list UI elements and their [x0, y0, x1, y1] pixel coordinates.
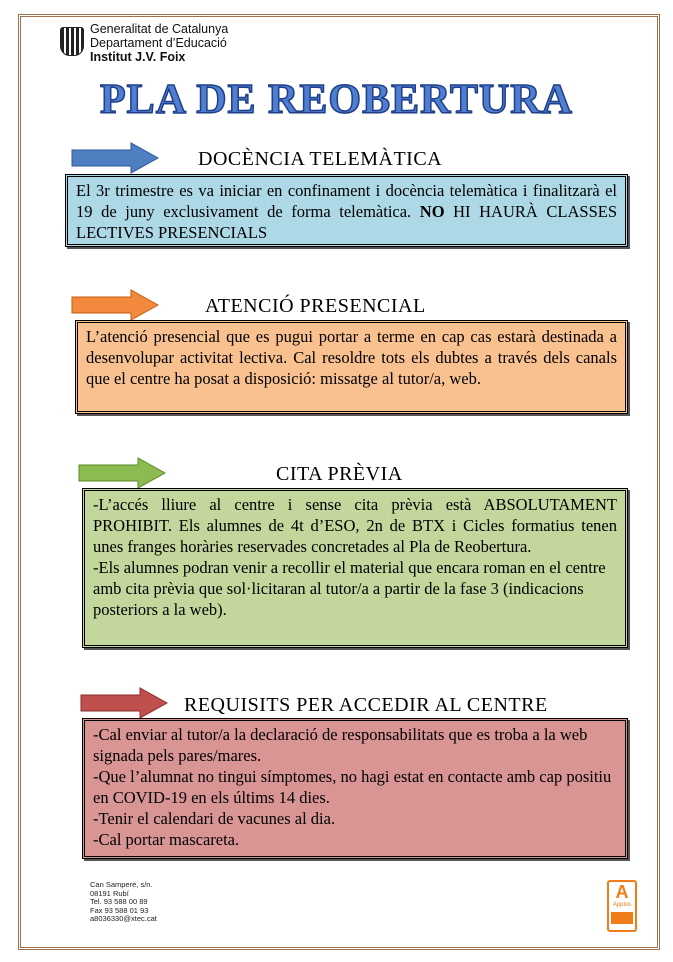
orange-arrow-icon	[71, 289, 159, 321]
section-box-docencia: El 3r trimestre es va iniciar en confinament i docència telemàtica i finalitzarà el 19 de juny exclusivament de forma telemàtica. NO HI HAURÀ CLASSES LECTIVES PRESENCIALS	[65, 174, 628, 247]
requisit-item: -Tenir el calendari de vacunes al dia.	[93, 809, 336, 828]
requisit-item: -Que l’alumnat no tingui símptomes, no hagi estat en contacte amb cap positiu en COVID-19 en els últims 14 dies.	[93, 767, 612, 807]
institution-header	[90, 22, 228, 64]
cita-line: -Els alumnes podran venir a recollir el material que encara roman en el centre amb cita prèvia que sol·licitaran al tutor/a a partir de la fase 3 (indicacions posteriors a la web).	[93, 558, 606, 619]
footer-address	[90, 881, 157, 924]
applus-certification-logo	[607, 880, 637, 932]
badge-letter: A	[615, 882, 629, 902]
section-box-atencio: L’atenció presencial que es pugui portar a terme en cap cas estarà destinada a desenvolupar activitat lectiva. Cal resoldre tots els dubtes a través dels canals que el centre ha posat a disposició: missatge al tutor/a, web.	[75, 320, 628, 414]
requisit-item: -Cal portar mascareta.	[93, 830, 240, 849]
badge-brand: Applus	[612, 902, 632, 908]
header-line1: Generalitat de Catalunya	[90, 22, 229, 36]
red-arrow-icon	[80, 687, 168, 719]
header-line3: Institut J.V. Foix	[90, 50, 186, 64]
requisit-item: -Cal enviar al tutor/a la declaració de responsabilitats que es troba a la web signada pels pares/mares.	[93, 725, 588, 765]
footer-line: 08191 Rubí	[90, 888, 129, 898]
generalitat-seal-icon	[60, 27, 84, 56]
footer-line: Tel. 93 588 00 89	[90, 897, 148, 906]
section-heading-requisits: REQUISITS PER ACCEDIR AL CENTRE	[184, 694, 548, 716]
section-box-cita	[82, 488, 628, 648]
footer-line: Fax 93 588 01 93	[90, 905, 149, 915]
green-arrow-icon	[78, 457, 166, 489]
footer-line: Can Sampere, s/n.	[90, 880, 153, 889]
cita-line: -L’accés lliure al centre i sense cita prèvia està ABSOLUTAMENT PROHIBIT. Els alumnes de 4t d’ESO, 2n de BTX i Cicles formatius tenen unes franges horàries reservades concretades al Pla de Reobertura.	[93, 495, 617, 556]
page-title: PLA DE REOBERTURA	[100, 77, 573, 123]
badge-band	[611, 912, 633, 924]
section-heading-cita: CITA PRÈVIA	[276, 463, 403, 485]
section-box-requisits	[82, 718, 628, 859]
blue-arrow-icon	[71, 142, 159, 174]
header-line2: Departament d’Educació	[90, 36, 227, 50]
section-heading-atencio: ATENCIÓ PRESENCIAL	[205, 295, 426, 317]
section-heading-docencia: DOCÈNCIA TELEMÀTICA	[198, 148, 443, 170]
footer-line: a8036330@xtec.cat	[90, 914, 157, 923]
